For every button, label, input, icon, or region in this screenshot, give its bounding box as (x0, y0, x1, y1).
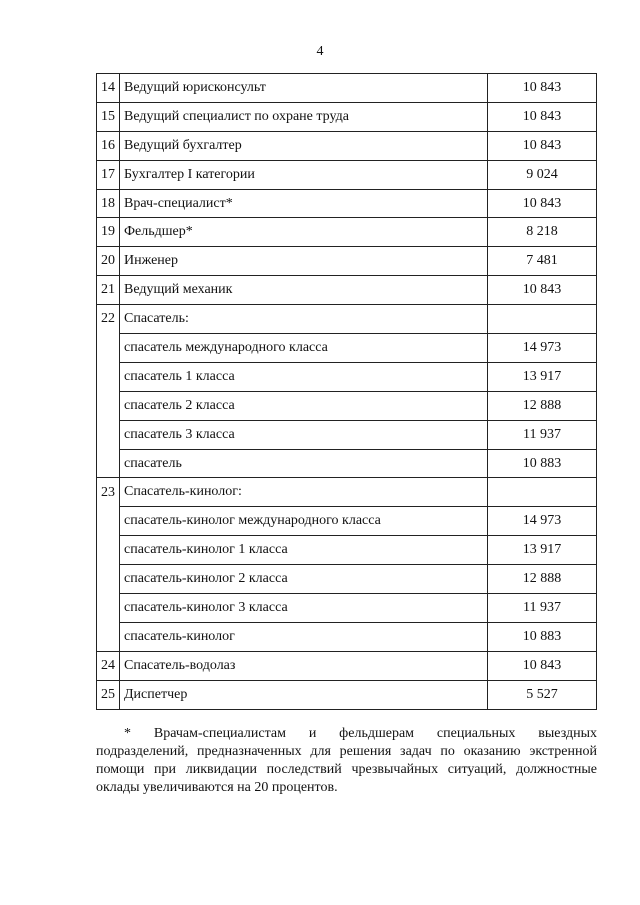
table-row (97, 536, 597, 565)
position-name-cell: спасатель (120, 449, 488, 478)
table-row (97, 189, 597, 218)
page-number: 4 (316, 44, 324, 59)
position-name-cell: Диспетчер (120, 680, 488, 709)
row-number-cell (97, 507, 120, 536)
table-row (97, 449, 597, 478)
row-number-cell: 23 (97, 478, 120, 507)
table-row (97, 247, 597, 276)
salary-value-cell: 13 917 (488, 362, 597, 391)
row-number-cell (97, 334, 120, 363)
table-row (97, 102, 597, 131)
footnote-paragraph (96, 725, 597, 743)
position-name-cell: спасатель-кинолог 3 класса (120, 594, 488, 623)
footnote-line: * Врачам-специалистам и фельдшерам специальных выездных (124, 726, 597, 741)
position-name-cell: спасатель-кинолог международного класса (120, 507, 488, 536)
position-name-cell: Ведущий механик (120, 276, 488, 305)
table-row (97, 305, 597, 334)
position-name-cell: спасатель-кинолог 2 класса (120, 565, 488, 594)
position-name-cell: спасатель-кинолог (120, 622, 488, 651)
table-row (97, 74, 597, 103)
position-name-cell: Спасатель: (120, 305, 488, 334)
position-name-cell: Ведущий специалист по охране труда (120, 102, 488, 131)
salary-value-cell: 8 218 (488, 218, 597, 247)
row-number-cell (97, 594, 120, 623)
position-name-cell: спасатель 1 класса (120, 362, 488, 391)
salary-value-cell: 11 937 (488, 594, 597, 623)
salary-value-cell: 11 937 (488, 420, 597, 449)
table-row (97, 420, 597, 449)
table-row (97, 276, 597, 305)
table-row (97, 334, 597, 363)
salary-value-cell: 10 843 (488, 102, 597, 131)
position-name-cell: Ведущий юрисконсульт (120, 74, 488, 103)
salary-value-cell (488, 305, 597, 334)
salary-value-cell: 10 843 (488, 131, 597, 160)
row-number-cell (97, 449, 120, 478)
footnote-line: помощи при ликвидации последствий чрезвычайных ситуаций, должностные (96, 762, 597, 777)
salary-value-cell: 10 843 (488, 74, 597, 103)
table-row (97, 391, 597, 420)
salary-value-cell: 10 883 (488, 449, 597, 478)
position-name-cell: Инженер (120, 247, 488, 276)
footnote-line: оклады увеличиваются на 20 процентов. (96, 780, 338, 795)
table-row (97, 131, 597, 160)
row-number-cell: 22 (97, 305, 120, 334)
table-row (97, 622, 597, 651)
table-row (97, 218, 597, 247)
row-number-cell (97, 362, 120, 391)
table-row (97, 565, 597, 594)
row-number-cell (97, 565, 120, 594)
table-row (97, 160, 597, 189)
row-number-cell (97, 420, 120, 449)
salary-table-body (97, 74, 597, 710)
position-name-cell: спасатель 2 класса (120, 391, 488, 420)
row-number-cell: 14 (97, 74, 120, 103)
position-name-cell: Фельдшер* (120, 218, 488, 247)
salary-value-cell: 10 843 (488, 276, 597, 305)
table-row (97, 507, 597, 536)
row-number-cell (97, 536, 120, 565)
row-number-cell: 15 (97, 102, 120, 131)
salary-value-cell: 12 888 (488, 391, 597, 420)
salary-value-cell (488, 478, 597, 507)
table-row (97, 594, 597, 623)
table-row (97, 362, 597, 391)
position-name-cell: спасатель-кинолог 1 класса (120, 536, 488, 565)
salary-value-cell: 9 024 (488, 160, 597, 189)
footnote (96, 725, 597, 797)
position-name-cell: Спасатель-водолаз (120, 651, 488, 680)
row-number-cell (97, 391, 120, 420)
table-row (97, 651, 597, 680)
row-number-cell: 16 (97, 131, 120, 160)
row-number-cell: 24 (97, 651, 120, 680)
salary-value-cell: 5 527 (488, 680, 597, 709)
salary-value-cell: 14 973 (488, 507, 597, 536)
table-row (97, 680, 597, 709)
row-number-cell (97, 622, 120, 651)
table-row (97, 478, 597, 507)
row-number-cell: 17 (97, 160, 120, 189)
salary-table (96, 73, 597, 710)
salary-value-cell: 10 883 (488, 622, 597, 651)
salary-value-cell: 14 973 (488, 334, 597, 363)
salary-value-cell: 7 481 (488, 247, 597, 276)
position-name-cell: Спасатель-кинолог: (120, 478, 488, 507)
salary-value-cell: 12 888 (488, 565, 597, 594)
position-name-cell: Врач-специалист* (120, 189, 488, 218)
salary-value-cell: 10 843 (488, 189, 597, 218)
row-number-cell: 25 (97, 680, 120, 709)
row-number-cell: 20 (97, 247, 120, 276)
row-number-cell: 19 (97, 218, 120, 247)
footnote-line: подразделений, предназначенных для решения задач по оказанию экстренной (96, 744, 597, 759)
position-name-cell: Ведущий бухгалтер (120, 131, 488, 160)
row-number-cell: 18 (97, 189, 120, 218)
salary-value-cell: 10 843 (488, 651, 597, 680)
position-name-cell: спасатель международного класса (120, 334, 488, 363)
row-number-cell: 21 (97, 276, 120, 305)
position-name-cell: Бухгалтер I категории (120, 160, 488, 189)
salary-value-cell: 13 917 (488, 536, 597, 565)
position-name-cell: спасатель 3 класса (120, 420, 488, 449)
